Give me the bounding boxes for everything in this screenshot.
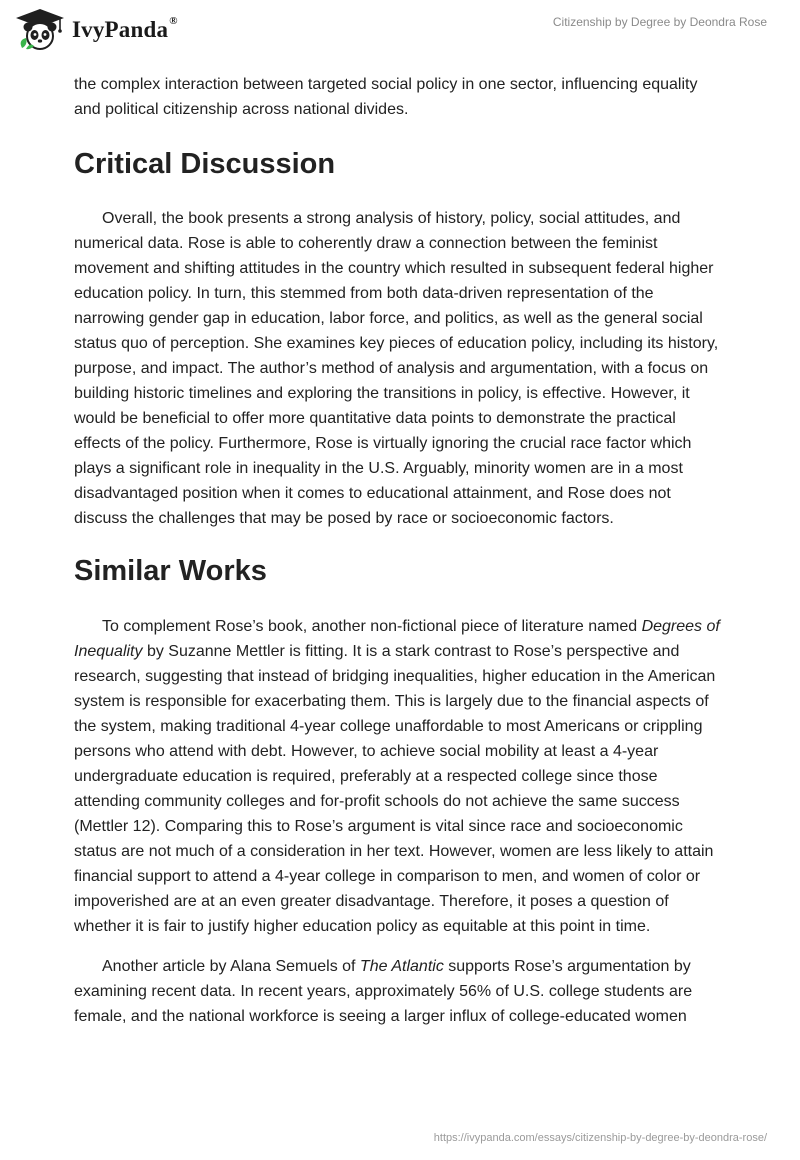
intro-paragraph: the complex interaction between targeted social policy in one sector, influencing equality and political citizenship across national divides. bbox=[74, 76, 698, 118]
critical-discussion-heading: Critical Discussion bbox=[74, 148, 336, 180]
source-url-link[interactable]: https://ivypanda.com/essays/citizenship-by-degree-by-deondra-rose/ bbox=[433, 1132, 767, 1144]
similar-works-paragraph-1 bbox=[74, 614, 726, 939]
essay-content bbox=[74, 70, 726, 1029]
brand-label: IvyPanda bbox=[72, 17, 169, 42]
ivypanda-logo[interactable] bbox=[14, 8, 178, 52]
critical-discussion-paragraph: Overall, the book presents a strong analysis of history, policy, social attitudes, and numerical data. Rose is able to coherently draw a connection between the feminist movement and shifting attitudes in the country which resulted in subsequent federal higher education policy. In turn, this stemmed from both data-driven representation of the narrowing gender gap in education, labor force, and politics, as well as the general social status quo of perception. She examines key pieces of education policy, including its history, purpose, and impact. The author’s method of analysis and argumentation, with a focus on building historic timelines and exploring the transitions in policy, is effective. However, it would be beneficial to offer more quantitative data points to demonstrate the practical effects of the policy. Furthermore, Rose is virtually ignoring the crucial race factor which plays a significant role in inequality in the U.S. Arguably, minority women are in a most disadvantaged position when it comes to educational attainment, and Rose does not discuss the challenges that may be posed by race or socioeconomic factors. bbox=[74, 210, 719, 527]
book-title-degrees-of-inequality: Degrees of Inequality bbox=[74, 618, 720, 660]
panda-graduation-cap-icon bbox=[14, 8, 66, 52]
document-title: Citizenship by Degree by Deondra Rose bbox=[552, 15, 767, 29]
similar-works-heading: Similar Works bbox=[74, 555, 267, 587]
similar-p2-rest: supports Rose’s argumentation by examining recent data. In recent years, approximately 56% of U.S. college students are female, and the national workforce is seeing a larger influx of college-educated women bbox=[74, 958, 693, 1025]
registered-mark: ® bbox=[169, 15, 178, 27]
similar-works-paragraph-2 bbox=[74, 954, 726, 1029]
publication-title-the-atlantic: The Atlantic bbox=[359, 958, 444, 975]
page-header bbox=[0, 0, 800, 64]
similar-p2-lead: Another article by Alana Semuels of bbox=[102, 958, 360, 975]
brand-name bbox=[72, 17, 178, 43]
similar-p1-lead: To complement Rose’s book, another non-fictional piece of literature named bbox=[102, 618, 642, 635]
similar-p1-rest: by Suzanne Mettler is fitting. It is a stark contrast to Rose’s perspective and research, suggesting that instead of bridging inequalities, higher education in the American system is responsible for exacerbating them. This is largely due to the financial aspects of the system, making traditional 4-year college unaffordable to most Americans or crippling persons who attend with debt. However, to achieve social mobility at least a 4-year undergraduate education is required, preferably at a respected college since those attending community colleges and for-profit schools do not achieve the same success (Mettler 12). Comparing this to Rose’s argument is vital since race and socioeconomic status are not much of a consideration in her text. However, women are less likely to attain financial support to attend a 4-year college in comparison to men, and women of color or impoverished are at an even greater disadvantage. Therefore, it poses a question of whether it is fair to justify higher education policy as equitable at this point in time. bbox=[74, 643, 716, 935]
